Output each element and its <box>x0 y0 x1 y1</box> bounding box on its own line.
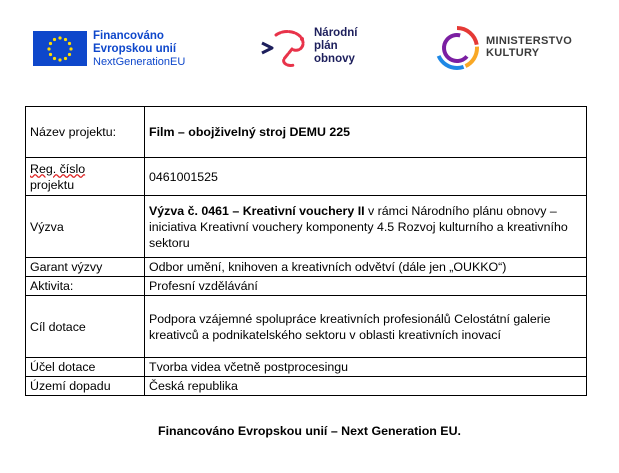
guarantor-value: Odbor umění, knihoven a kreativních odvětví (dále jen „OUKKO“) <box>145 258 587 277</box>
call-label: Výzva <box>26 196 145 258</box>
eu-logo-line1: Financováno <box>93 30 164 42</box>
project-info-table <box>25 106 587 396</box>
guarantor-label: Garant výzvy <box>26 258 145 277</box>
goal-value: Podpora vzájemné spolupráce kreativních profesionálů Celostátní galerie kreativců a podnikatelského sektoru v oblasti kreativních inovací <box>145 296 587 358</box>
ministry-logo-line1: MINISTERSTVO <box>486 35 573 47</box>
eu-logo-line3: NextGenerationEU <box>93 56 186 68</box>
table-row <box>26 107 587 158</box>
reg-number-label-line2: projektu <box>30 177 75 192</box>
npo-mark-icon <box>258 25 310 71</box>
territory-label: Území dopadu <box>26 377 145 396</box>
project-name-label: Název projektu: <box>26 107 145 158</box>
table-row <box>26 358 587 377</box>
table-row <box>26 296 587 358</box>
npo-logo-line1: Národní <box>314 27 358 39</box>
eu-logo-line2: Evropskou unií <box>93 43 177 55</box>
table-row <box>26 377 587 396</box>
goal-label: Cíl dotace <box>26 296 145 358</box>
table-row <box>26 277 587 296</box>
call-value-rest: v rámci Národního plánu obnovy – iniciativa Kreativní vouchery komponenty 4.5 Rozvoj kulturního a kreativního sektoru <box>149 203 568 250</box>
eu-flag-icon <box>33 31 87 66</box>
purpose-label: Účel dotace <box>26 358 145 377</box>
table-row <box>26 158 587 196</box>
call-value <box>145 196 587 258</box>
call-value-bold: Výzva č. 0461 – Kreativní vouchery II <box>149 203 365 218</box>
eu-logo <box>33 27 186 71</box>
reg-number-value: 0461001525 <box>145 158 587 196</box>
activity-label: Aktivita: <box>26 277 145 296</box>
npo-logo <box>258 25 368 73</box>
npo-logo-line3: obnovy <box>314 53 355 65</box>
table-row <box>26 196 587 258</box>
reg-number-label <box>26 158 145 196</box>
activity-value: Profesní vzdělávání <box>145 277 587 296</box>
npo-logo-line2: plán <box>314 40 338 52</box>
ministry-logo <box>434 25 584 73</box>
ministry-logo-line2: KULTURY <box>486 47 540 59</box>
reg-number-label-line1: Reg. číslo <box>30 161 86 176</box>
footer-funding-note: Financováno Evropskou unií – Next Generation EU. <box>158 424 461 438</box>
purpose-value: Tvorba videa včetně postprocesingu <box>145 358 587 377</box>
table-row <box>26 258 587 277</box>
project-name-value: Film – obojživelný stroj DEMU 225 <box>145 107 587 158</box>
territory-value: Česká republika <box>145 377 587 396</box>
ministry-mark-icon <box>434 25 480 71</box>
